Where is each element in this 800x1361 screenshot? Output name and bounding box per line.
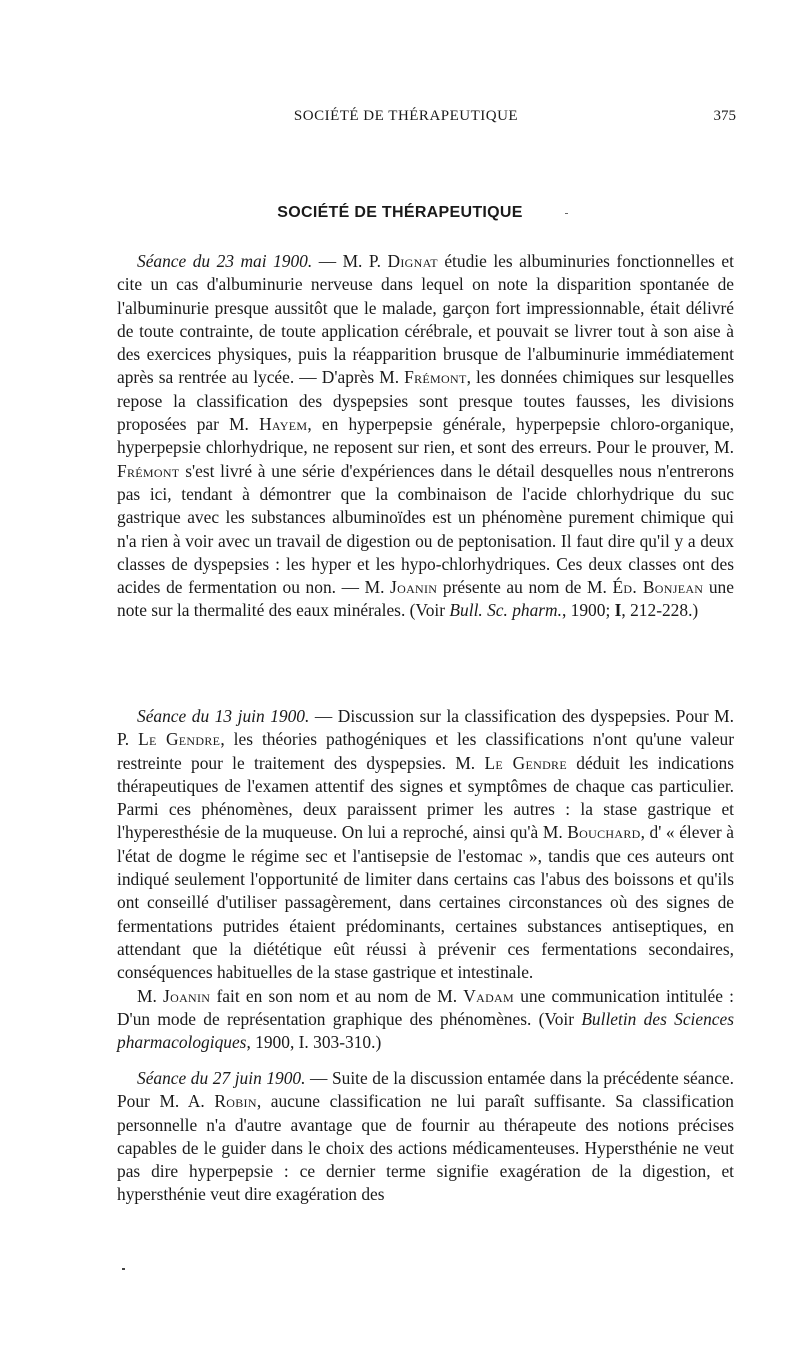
session-date: Séance du 27 juin 1900. bbox=[137, 1068, 306, 1088]
author-name: Vadam bbox=[463, 985, 514, 1006]
paragraph bbox=[117, 705, 734, 985]
text-run: , en hyperpepsie générale, hyperpepsie chloro-organique, hyperpepsie chlorhydrique, ne reposent sur rien, et sont des erreurs. Pour le prouver, M. bbox=[117, 414, 735, 458]
running-header bbox=[76, 108, 736, 132]
volume-number: I bbox=[614, 600, 622, 621]
text-run: , d' « élever à l'état de dogme le régime sec et l'antisepsie de l'estomac », tandis que ces auteurs ont indiqué seulement l'opportunité de limiter dans certains cas l'abus des boissons et qu'ils ont conseillé d'utiliser passagèrement, dans certaines circonstances où des signes de fermentations putrides étaient prédominants, certaines substances antiseptiques, en attendant que la diététique eût réussi à prévenir ces fermentations secondaires, conséquences habituelles de la stase gastrique et intestinale. bbox=[117, 822, 734, 983]
author-name: Hayem bbox=[259, 414, 308, 435]
text-run: s'est livré à une série d'expériences dans le détail desquelles nous n'entrerons pas ici, tendant à démontrer que la combinaison de l'acide chlorhydrique du suc gastrique avec les substances albuminoïdes est un phénomène purement chimique qui n'a rien à voir avec un travail de digestion ou de peptonisation. Il faut dire qu'il y a deux classes de dyspepsies : les hyper et les hypo-chlorhydriques. Ces deux classes ont des acides de fermentation ou non. — M. bbox=[117, 460, 734, 598]
paragraph bbox=[117, 250, 734, 623]
session-date: Séance du 13 juin 1900. bbox=[137, 706, 310, 726]
session-27-juin bbox=[117, 1067, 734, 1207]
session-date: Séance du 23 mai 1900. bbox=[137, 251, 313, 271]
print-speck bbox=[122, 1268, 125, 1270]
text-run: une communication intitulée : D'un mode de représentation graphique des phénomènes. (Voir bbox=[117, 985, 734, 1029]
author-name: Frémont bbox=[404, 367, 467, 388]
paragraph bbox=[117, 1067, 734, 1207]
author-name: Frémont bbox=[117, 460, 180, 481]
author-name: Joanin bbox=[163, 985, 211, 1006]
citation-journal: Bulletin des Sciences pharmacologiques bbox=[117, 1008, 734, 1053]
session-13-juin bbox=[117, 705, 734, 1054]
author-name: Joanin bbox=[390, 577, 438, 598]
text-run: déduit les indications thérapeutiques de l'examen attentif des signes et symptômes de chaque cas particulier. Parmi ces phénomènes, deux paraissent primer les autres : la stase gastrique et l'hyperesthésie de la muqueuse. On lui a reproché, ainsi qu'à M. bbox=[117, 752, 734, 843]
text-run: , 1900, I. 303-310.) bbox=[246, 1032, 382, 1053]
text-run: fait en son nom et au nom de M. bbox=[210, 985, 464, 1006]
text-run: , les données chimiques sur lesquelles repose la classification des dyspepsies sont presque toutes fausses, les divisions proposées par M. bbox=[117, 367, 734, 435]
text-run: M. bbox=[137, 985, 164, 1006]
text-run: , 212-228.) bbox=[621, 600, 699, 621]
text-run: , 1900; bbox=[561, 600, 615, 621]
session-23-mai bbox=[117, 250, 734, 623]
author-name: Robin bbox=[214, 1091, 257, 1112]
author-name: Le Gendre bbox=[484, 752, 567, 773]
paragraph bbox=[117, 985, 734, 1055]
text-run: — Suite de la discussion entamée dans la précédente séance. Pour M. A. bbox=[117, 1068, 734, 1112]
print-speck bbox=[565, 213, 568, 214]
running-title: SOCIÉTÉ DE THÉRAPEUTIQUE bbox=[293, 108, 519, 124]
text-run: étudie les albuminuries fonctionnelles et cite un cas d'albuminurie nerveuse dans lequel on note la disparition spontanée de l'albuminurie presque aussitôt que le malade, garçon fort impressionnable, était délivré de toute contrainte, de toute application cérébrale, et pouvait se livrer tout à son aise à des exercices physiques, puis la réapparition brusque de l'albuminurie immédiatement après sa rentrée au lycée. — D'après M. bbox=[117, 251, 734, 388]
citation-journal: Bull. Sc. pharm. bbox=[449, 600, 562, 621]
section-title: SOCIÉTÉ DE THÉRAPEUTIQUE bbox=[277, 204, 523, 221]
text-run: une note sur la thermalité des eaux minérales. (Voir bbox=[117, 577, 734, 621]
author-name: Le Gendre bbox=[138, 729, 221, 750]
author-name: Bouchard bbox=[567, 822, 641, 843]
text-run: présente au nom de M. bbox=[437, 577, 613, 598]
text-run: , les théories pathogéniques et les classifications n'ont qu'une valeur restreinte pour le traitement des dyspepsies. M. bbox=[117, 729, 734, 773]
text-run: , aucune classification ne lui paraît suffisante. Sa classification personnelle n'a d'autre avantage que de fournir au thérapeute des notions précises capables de le guider dans le choix des actions médicamenteuses. Hypersthénie ne veut pas dire hyperpepsie : ce dernier terme signifie exagération de la digestion, et hypersthénie veut dire exagération des bbox=[117, 1091, 734, 1205]
page-number: 375 bbox=[713, 108, 736, 124]
text-run: — M. P. bbox=[312, 251, 388, 271]
text-run: — Discussion sur la classification des dyspepsies. Pour M. P. bbox=[117, 706, 734, 750]
author-name: Dignat bbox=[387, 251, 438, 271]
author-name: Éd. Bonjean bbox=[612, 577, 704, 598]
